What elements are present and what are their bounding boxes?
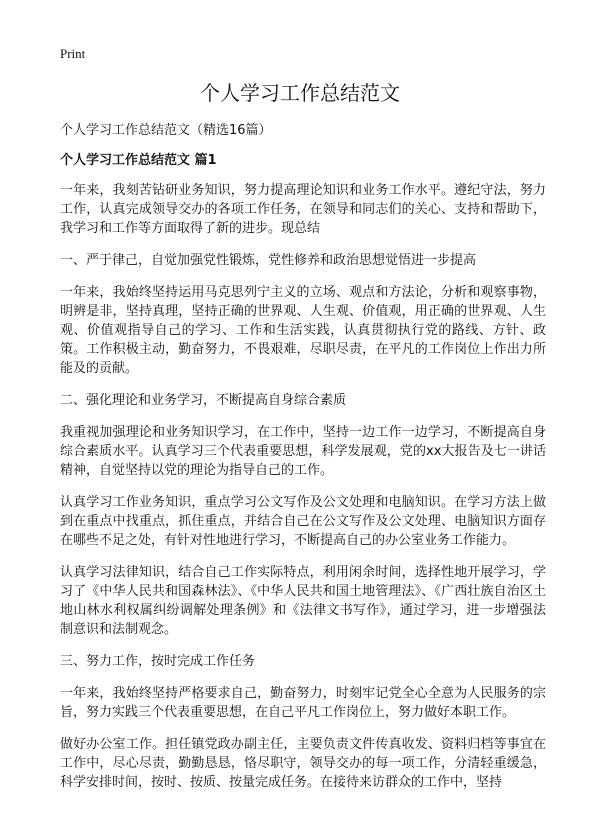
paragraph-2: 一年来，我始终坚持运用马克思列宁主义的立场、观点和方法论，分析和观察事物，明辨是非，坚持真理，坚持正确的世界观、人生观、价值观，用正确的世界观、人生观、价值观指导自己的学习、工作和生活实践，认真贯彻执行党的路线、方针、政策。工作积极主动，勤奋努力，不畏艰难，尽职尽责，在平凡的工作岗位上作出力所能及的贡献。 <box>60 285 546 376</box>
document-subtitle: 个人学习工作总结范文（精选16篇） <box>60 123 272 138</box>
paragraph-4: 认真学习工作业务知识，重点学习公文写作及公文处理和电脑知识。在学习方法上做到在重点中找重点，抓住重点，并结合自己在公文写作及公文处理、电脑知识方面存在哪些不足之处，有针对性地进行学习，不断提高自己的办公室业务工作能力。 <box>60 495 546 548</box>
print-link[interactable]: Print <box>60 46 86 61</box>
subheading-1: 一、严于律己，自觉加强党性锻炼，党性修养和政治思想觉悟进一步提高 <box>60 253 477 268</box>
section-heading: 个人学习工作总结范文 篇1 <box>60 153 217 168</box>
document-title: 个人学习工作总结范文 <box>200 81 400 105</box>
paragraph-6: 一年来，我始终坚持严格要求自己，勤奋努力，时刻牢记党全心全意为人民服务的宗旨，努力实践三个代表重要思想，在自己平凡工作岗位上，努力做好本职工作。 <box>60 686 546 720</box>
paragraph-3: 我重视加强理论和业务知识学习，在工作中，坚持一边工作一边学习，不断提高自身综合素质水平。认真学习三个代表重要思想，科学发展观，党的xx大报告及七一讲话精神，自觉坚持以党的理论为指导自己的工作。 <box>60 425 546 478</box>
document-body <box>60 181 546 805</box>
subheading-3: 三、努力工作，按时完成工作任务 <box>60 654 256 669</box>
subheading-2: 二、强化理论和业务学习，不断提高自身综合素质 <box>60 393 347 408</box>
paragraph-5: 认真学习法律知识，结合自己工作实际特点，利用闲余时间，选择性地开展学习，学习了《中华人民共和国森林法》、《中华人民共和国土地管理法》、《广西壮族自治区土地山林水利权属纠纷调解处理条例》和《法律文书写作》，通过学习，进一步增强法制意识和法制观念。 <box>60 565 546 637</box>
paragraph-7: 做好办公室工作。担任镇党政办副主任，主要负责文件传真收发、资料归档等事宜在工作中，尽心尽责，勤勤恳恳，恪尽职守，领导交办的每一项工作，分清轻重缓急，科学安排时间，按时、按质、按量完成任务。在接待来访群众的工作中，坚持 <box>60 737 546 790</box>
paragraph-1: 一年来，我刻苦钻研业务知识，努力提高理论知识和业务工作水平。遵纪守法，努力工作，认真完成领导交办的各项工作任务，在领导和同志们的关心、支持和帮助下，我学习和工作等方面取得了新的进步。现总结 <box>60 183 546 236</box>
